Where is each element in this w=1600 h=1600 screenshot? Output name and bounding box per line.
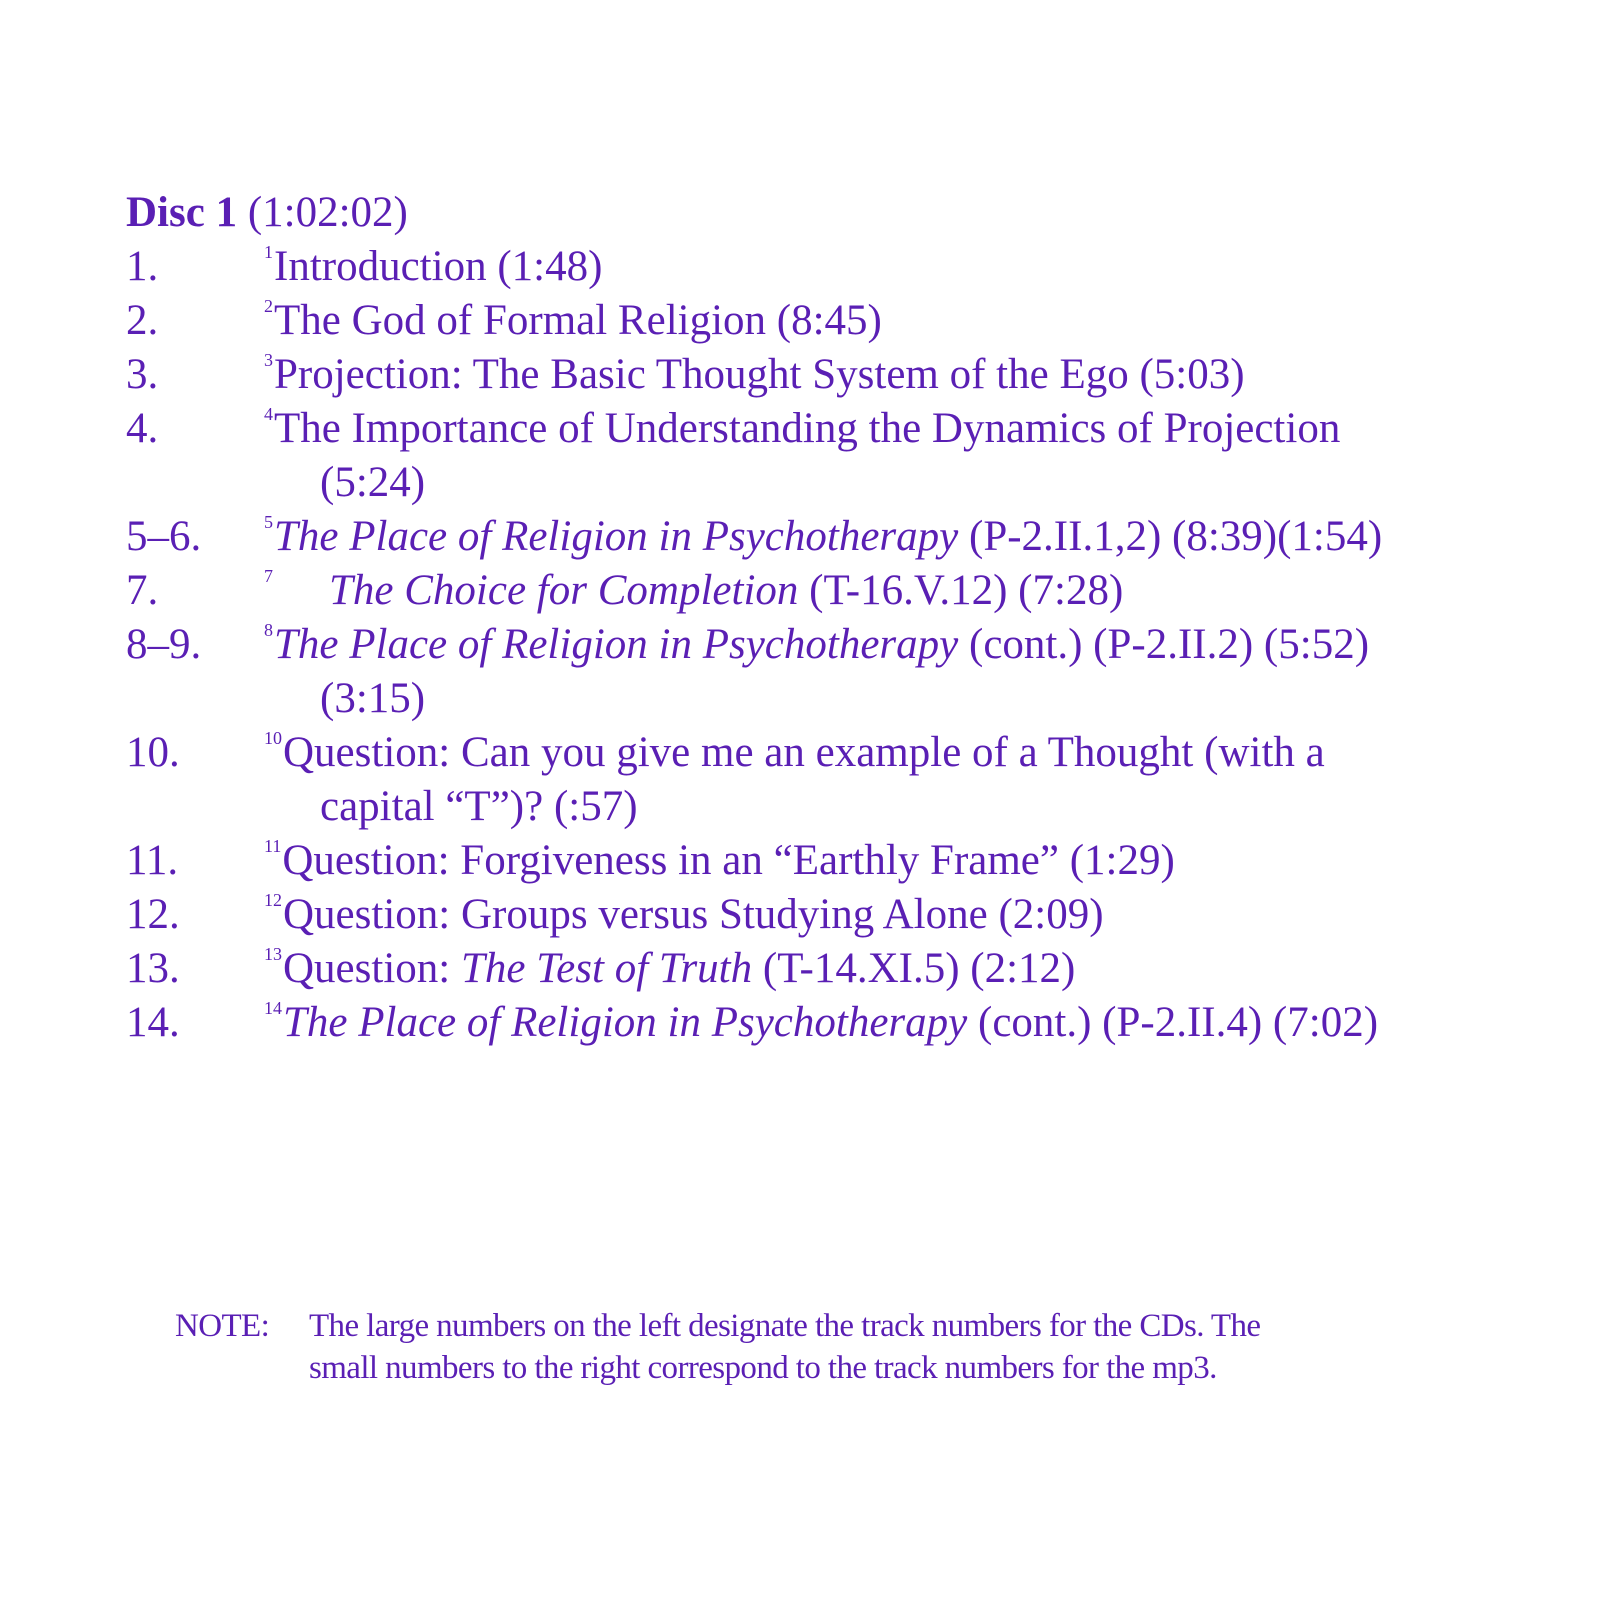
track-row (126, 564, 1566, 618)
mp3-track-number: 5 (264, 512, 273, 532)
track-title-italic: The Place of Religion in Psychotherapy (283, 999, 968, 1046)
track-title (274, 405, 1340, 452)
track-title-text: Question: Can you give me an example of a Thought (with a (283, 729, 1325, 776)
disc-title: Disc 1 (126, 189, 238, 236)
mp3-track-number: 1 (264, 242, 273, 262)
track-row (126, 942, 1566, 996)
track-row (126, 996, 1566, 1050)
track-title (274, 567, 1123, 614)
mp3-track-number: 13 (264, 944, 282, 964)
track-description (264, 348, 1566, 402)
track-description (264, 834, 1566, 888)
track-title (274, 513, 1382, 560)
cd-track-number: 2. (126, 297, 159, 344)
track-title-text: The Importance of Understanding the Dynamics of Projection (274, 405, 1341, 452)
track-title (282, 837, 1174, 884)
cd-track-number: 11. (126, 837, 179, 884)
track-title (274, 351, 1245, 398)
track-title-text: (cont.) (P-2.II.4) (7:02) (967, 999, 1379, 1046)
track-title (274, 243, 602, 290)
track-row (126, 834, 1566, 888)
track-description (264, 294, 1566, 348)
track-title-text: Question: Forgiveness in an “Earthly Frame” (1:29) (282, 837, 1175, 884)
track-row (126, 618, 1566, 726)
note-line-1: The large numbers on the left designate the track numbers for the CDs. The (309, 1308, 1261, 1344)
note-line-2: small numbers to the right correspond to the track numbers for the mp3. (309, 1350, 1217, 1386)
track-title-text: Question: (283, 945, 461, 992)
track-description (264, 510, 1566, 564)
track-title (283, 999, 1378, 1046)
note (175, 1305, 1435, 1389)
track-title-text: Projection: The Basic Thought System of the Ego (5:03) (274, 351, 1245, 398)
track-title-italic: The Choice for Completion (329, 567, 799, 614)
note-text (309, 1305, 1435, 1389)
mp3-track-number: 8 (264, 620, 273, 640)
track-title-text: (P-2.II.1,2) (8:39)(1:54) (958, 513, 1383, 560)
track-description (264, 996, 1566, 1050)
cd-track-number: 14. (126, 999, 180, 1046)
track-row (126, 294, 1566, 348)
cd-track-number: 7. (126, 567, 159, 614)
track-row (126, 888, 1566, 942)
track-title-italic: The Place of Religion in Psychotherapy (274, 621, 959, 668)
track-title-italic: The Test of Truth (460, 945, 753, 992)
track-description (264, 564, 1566, 618)
track-row (126, 726, 1566, 834)
note-label: NOTE: (175, 1308, 270, 1344)
track-continuation: (3:15) (320, 675, 426, 722)
track-title-text: (T-14.XI.5) (2:12) (752, 945, 1076, 992)
track-title-text: The God of Formal Religion (8:45) (274, 297, 882, 344)
track-row (126, 240, 1566, 294)
cd-track-number: 1. (126, 243, 159, 290)
track-title-text: (T-16.V.12) (7:28) (798, 567, 1124, 614)
cd-track-number: 12. (126, 891, 180, 938)
track-title (274, 297, 882, 344)
track-title-italic: The Place of Religion in Psychotherapy (274, 513, 959, 560)
track-row (126, 402, 1566, 510)
track-title (283, 945, 1075, 992)
track-title-text: Introduction (1:48) (274, 243, 603, 290)
track-row (126, 510, 1566, 564)
track-continuation: (5:24) (320, 459, 426, 506)
mp3-track-number: 12 (264, 890, 282, 910)
track-title (274, 621, 1369, 668)
mp3-track-number: 4 (264, 404, 273, 424)
track-description (264, 726, 1566, 834)
track-title (283, 729, 1325, 776)
track-row (126, 348, 1566, 402)
cd-track-number: 13. (126, 945, 180, 992)
track-title (283, 891, 1104, 938)
mp3-track-number: 7 (264, 566, 273, 586)
cd-track-number: 5–6. (126, 513, 202, 560)
disc-header (126, 186, 1566, 240)
mp3-track-number: 11 (264, 836, 282, 856)
track-title-text: (cont.) (P-2.II.2) (5:52) (958, 621, 1370, 668)
cd-track-number: 4. (126, 405, 159, 452)
mp3-track-number: 3 (264, 350, 273, 370)
track-title-text: Question: Groups versus Studying Alone (2:09) (283, 891, 1104, 938)
cd-track-number: 10. (126, 729, 180, 776)
track-description (264, 240, 1566, 294)
track-description (264, 618, 1566, 726)
disc-duration: (1:02:02) (247, 189, 408, 236)
mp3-track-number: 2 (264, 296, 273, 316)
mp3-track-number: 14 (264, 998, 282, 1018)
cd-track-number: 8–9. (126, 621, 202, 668)
track-description (264, 888, 1566, 942)
track-description (264, 942, 1566, 996)
tracks (126, 240, 1566, 1050)
cd-track-number: 3. (126, 351, 159, 398)
track-list (126, 186, 1566, 1050)
track-description (264, 402, 1566, 510)
track-continuation: capital “T”)? (:57) (320, 783, 638, 830)
mp3-track-number: 10 (264, 728, 282, 748)
